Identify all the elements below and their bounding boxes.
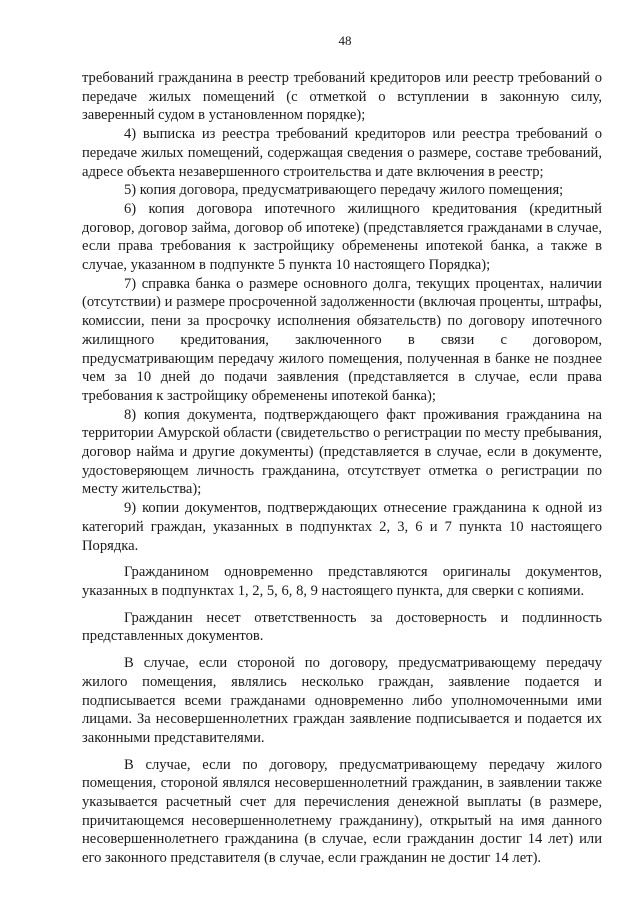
- paragraph-minor-citizen: В случае, если по договору, предусматривающему передачу жилого помещения, стороной являлся несовершеннолетний гражданин, в заявлении также указывается расчетный счет для перечисления денежной выплаты (в размере, причитающемся несовершеннолетнему гражданину), открытый на имя данного несовершеннолетнего гражданина (в случае, если гражданин достиг 14 лет) или его законного представителя (в случае, если гражданин не достиг 14 лет).: [82, 756, 602, 867]
- paragraph-item-4: 4) выписка из реестра требований кредиторов или реестра требований о передаче жилых помещений, содержащая сведения о размере, составе требований, адресе объекта незавершенного строительства и дате включения в реестр;: [82, 126, 602, 180]
- paragraph-item-6: 6) копия договора ипотечного жилищного кредитования (кредитный договор, договор займа, договор об ипотеке) (представляется гражданами в случае, если права требования к застройщику обременены ипотекой банка, а также в случае, указанном в подпункте 5 пункта 10 настоящего Порядка);: [82, 200, 602, 274]
- paragraph-item-9: 9) копии документов, подтверждающих отнесение гражданина к одной из категорий граждан, указанных в подпунктах 2, 3, 6 и 7 пункта 10 настоящего Порядка.: [82, 500, 602, 554]
- paragraph-item-5: 5) копия договора, предусматривающего передачу жилого помещения;: [124, 182, 564, 199]
- paragraph-continuation: требований гражданина в реестр требований кредиторов или реестр требований о передаче жилых помещений (с отметкой о вступлении в законную силу, заверенный судом в установленном порядке);: [82, 70, 602, 124]
- paragraph-responsibility: Гражданин несет ответственность за достоверность и подлинность представленных документов.: [82, 609, 602, 645]
- paragraph-originals: Гражданином одновременно представляются оригиналы документов, указанных в подпунктах 1, 2, 5, 6, 8, 9 настоящего пункта, для сверки с копиями.: [82, 564, 602, 599]
- paragraph-item-7: 7) справка банка о размере основного долга, текущих процентах, наличии (отсутствии) и размере просроченной задолженности (включая проценты, штрафы, комиссии, пени за просрочку исполнения обязательств) по договору ипотечного жилищного кредитования, заключенного в связи с договором, предусматривающим передачу жилого помещения, полученная в банке не позднее чем за 10 дней до подачи заявления (представляется в случае, если права требования к застройщику обременены ипотекой банка);: [82, 275, 602, 404]
- paragraph-multiple-citizens: В случае, если стороной по договору, предусматривающему передачу жилого помещения, являлись несколько граждан, заявление подается и подписывается всеми гражданами одновременно либо уполномоченными ими лицами. За несовершеннолетних граждан заявление подписывается и подается их законными представителями.: [82, 655, 602, 746]
- page-number: 48: [338, 33, 352, 48]
- paragraph-item-8: 8) копия документа, подтверждающего факт проживания гражданина на территории Амурской области (свидетельство о регистрации по месту пребывания, договор найма и другие документы) (представляется в случае, если в документе, удостоверяющем личность гражданина, отсутствует отметка о регистрации по месту жительства);: [82, 406, 602, 498]
- document-body: [82, 69, 602, 868]
